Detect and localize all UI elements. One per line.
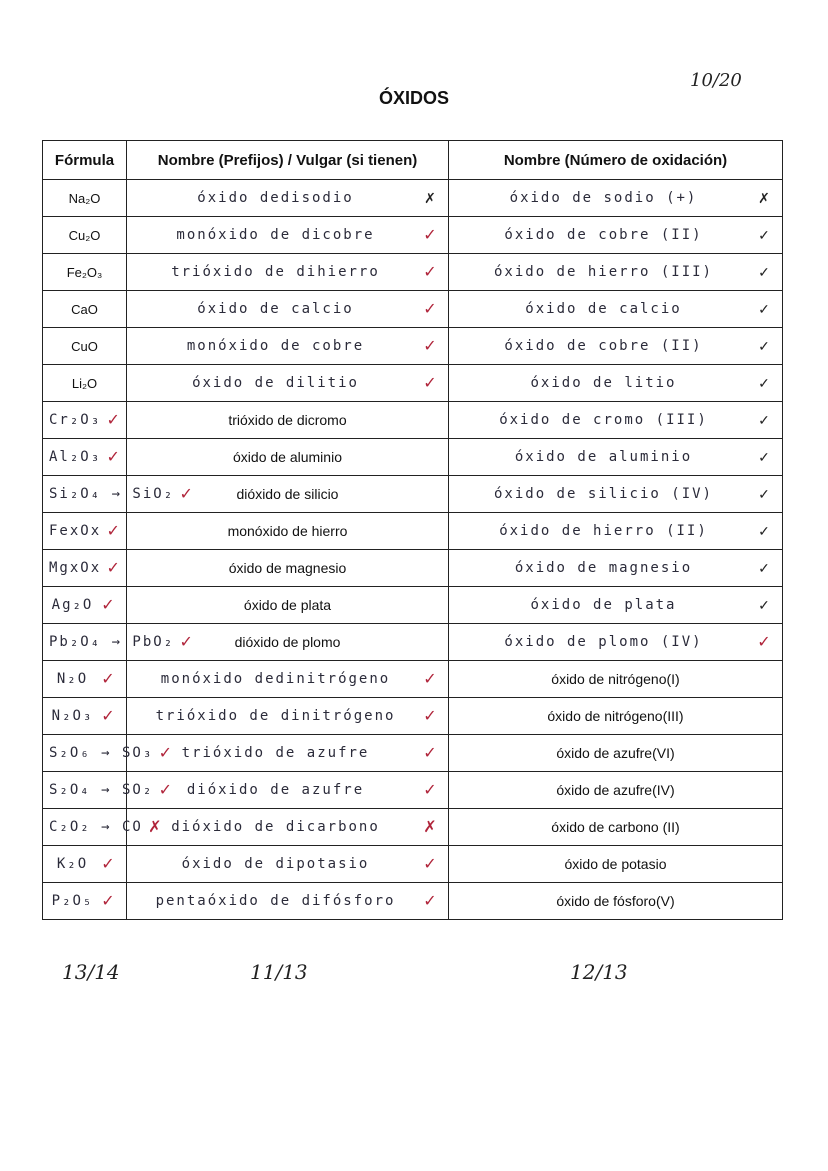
prefix-name-text: monóxido de cobre — [186, 338, 365, 354]
formula-text: N₂O₃ — [51, 708, 94, 724]
stock-name-cell: óxido de nitrógeno(III) — [449, 698, 783, 735]
page-title: ÓXIDOS — [378, 88, 449, 108]
stock-name-cell: óxido de azufre(IV) — [449, 772, 783, 809]
prefix-name-cell — [127, 735, 449, 772]
stock-name-cell — [449, 402, 783, 439]
cross-mark-icon: ✗ — [423, 819, 437, 836]
prefix-name-cell: óxido de aluminio — [127, 439, 449, 476]
stock-name-cell — [449, 439, 783, 476]
stock-name-cell — [449, 476, 783, 513]
table-row — [43, 476, 783, 513]
stock-name-cell — [449, 513, 783, 550]
cross-mark-icon: ✗ — [424, 189, 436, 206]
stock-name-cell: óxido de carbono (II) — [449, 809, 783, 846]
check-mark-icon: ✓ — [758, 226, 770, 243]
stock-name-cell — [449, 365, 783, 402]
formula-cell — [43, 513, 127, 550]
formula-text: N₂O — [56, 671, 89, 687]
prefix-name-cell — [127, 217, 449, 254]
prefix-name-cell: óxido de plata — [127, 587, 449, 624]
check-mark-icon: ✓ — [158, 782, 172, 799]
formula-text: Pb₂O₄ → PbO₂ — [49, 634, 175, 650]
stock-name-text: óxido de hierro (II) — [499, 523, 708, 539]
formula-text: Ag₂O — [51, 597, 94, 613]
stock-column-score: 12/13 — [570, 960, 628, 984]
prefix-name-cell: trióxido de dicromo — [127, 402, 449, 439]
check-mark-icon: ✓ — [758, 263, 770, 280]
formula-cell — [43, 698, 127, 735]
formula-cell: Li₂O — [43, 365, 127, 402]
check-mark-icon: ✓ — [101, 856, 115, 873]
formula-text: FexOx — [49, 523, 102, 539]
prefix-name-cell: dióxido de silicio — [127, 476, 449, 513]
check-mark-icon: ✓ — [106, 523, 120, 540]
stock-name-text: óxido de aluminio — [514, 449, 693, 465]
check-mark-icon: ✓ — [423, 708, 437, 725]
check-mark-icon: ✓ — [423, 375, 437, 392]
prefix-name-cell — [127, 846, 449, 883]
stock-name-text: óxido de sodio (+) — [509, 190, 698, 206]
formula-text: Si₂O₄ → SiO₂ — [49, 486, 175, 502]
prefix-name-cell — [127, 180, 449, 217]
total-score: 10/20 — [690, 70, 742, 91]
stock-name-cell: óxido de nitrógeno(I) — [449, 661, 783, 698]
prefix-name-cell — [127, 328, 449, 365]
table-row — [43, 809, 783, 846]
cross-mark-icon: ✗ — [758, 189, 770, 206]
oxides-table — [42, 140, 783, 920]
check-mark-icon: ✓ — [106, 412, 120, 429]
formula-cell — [43, 550, 127, 587]
stock-name-cell — [449, 291, 783, 328]
formula-cell — [43, 772, 172, 809]
prefix-name-cell — [127, 883, 449, 920]
formula-column-score: 13/14 — [62, 960, 120, 984]
formula-cell: CuO — [43, 328, 127, 365]
stock-name-cell — [449, 550, 783, 587]
formula-cell — [43, 624, 193, 661]
formula-cell — [43, 735, 172, 772]
prefix-name-text: trióxido de dinitrógeno — [155, 708, 396, 724]
formula-cell — [43, 476, 193, 513]
prefix-name-cell: monóxido de hierro — [127, 513, 449, 550]
formula-text: K₂O — [56, 856, 89, 872]
prefix-name-text: óxido de dilitio — [192, 375, 359, 391]
table-row — [43, 883, 783, 920]
prefix-name-cell — [127, 291, 449, 328]
prefix-name-text: monóxido dedinitrógeno — [160, 671, 391, 687]
table-row — [43, 439, 783, 476]
prefix-name-text: dióxido de dicarbono — [171, 819, 380, 835]
formula-text: MgxOx — [49, 560, 102, 576]
stock-name-cell — [449, 180, 783, 217]
formula-cell — [43, 661, 127, 698]
table-row — [43, 550, 783, 587]
check-mark-icon: ✓ — [757, 634, 771, 651]
check-mark-icon: ✓ — [101, 597, 115, 614]
column-header-formula: Fórmula — [43, 141, 127, 180]
formula-text: Al₂O₃ — [49, 449, 102, 465]
check-mark-icon: ✓ — [423, 264, 437, 281]
table-row — [43, 846, 783, 883]
check-mark-icon: ✓ — [758, 522, 770, 539]
cross-mark-icon: ✗ — [148, 819, 162, 836]
check-mark-icon: ✓ — [423, 893, 437, 910]
stock-name-text: óxido de plata — [530, 597, 677, 613]
stock-name-text: óxido de litio — [530, 375, 677, 391]
check-mark-icon: ✓ — [423, 338, 437, 355]
formula-cell: CaO — [43, 291, 127, 328]
formula-text: P₂O₅ — [51, 893, 94, 909]
check-mark-icon: ✓ — [758, 596, 770, 613]
check-mark-icon: ✓ — [758, 374, 770, 391]
stock-name-text: óxido de silicio (IV) — [493, 486, 713, 502]
stock-name-cell — [449, 217, 783, 254]
formula-cell — [43, 846, 127, 883]
check-mark-icon: ✓ — [423, 301, 437, 318]
table-row — [43, 587, 783, 624]
check-mark-icon: ✓ — [423, 745, 437, 762]
check-mark-icon: ✓ — [423, 782, 437, 799]
formula-cell — [43, 439, 127, 476]
formula-text: S₂O₆ → SO₃ — [49, 745, 154, 761]
column-header-prefix-name: Nombre (Prefijos) / Vulgar (si tienen) — [127, 141, 449, 180]
table-row — [43, 365, 783, 402]
check-mark-icon: ✓ — [758, 337, 770, 354]
prefix-name-cell: óxido de magnesio — [127, 550, 449, 587]
check-mark-icon: ✓ — [179, 486, 193, 503]
table-row — [43, 217, 783, 254]
stock-name-text: óxido de plomo (IV) — [504, 634, 703, 650]
check-mark-icon: ✓ — [101, 671, 115, 688]
check-mark-icon: ✓ — [423, 671, 437, 688]
check-mark-icon: ✓ — [758, 411, 770, 428]
table-row — [43, 328, 783, 365]
check-mark-icon: ✓ — [158, 745, 172, 762]
prefix-column-score: 11/13 — [250, 960, 308, 984]
formula-cell — [43, 883, 127, 920]
table-header-row — [43, 141, 783, 180]
stock-name-text: óxido de magnesio — [514, 560, 693, 576]
prefix-name-text: óxido de dipotasio — [181, 856, 370, 872]
prefix-name-text: óxido dedisodio — [197, 190, 354, 206]
stock-name-cell — [449, 624, 783, 661]
prefix-name-cell — [127, 809, 449, 846]
prefix-name-cell — [127, 254, 449, 291]
stock-name-text: óxido de cromo (III) — [499, 412, 708, 428]
stock-name-cell: óxido de azufre(VI) — [449, 735, 783, 772]
stock-name-cell — [449, 587, 783, 624]
prefix-name-cell — [127, 661, 449, 698]
table-row — [43, 772, 783, 809]
formula-cell — [43, 587, 127, 624]
stock-name-text: óxido de hierro (III) — [493, 264, 713, 280]
formula-text: S₂O₄ → SO₂ — [49, 782, 154, 798]
column-header-stock-name: Nombre (Número de oxidación) — [449, 141, 783, 180]
check-mark-icon: ✓ — [758, 485, 770, 502]
check-mark-icon: ✓ — [758, 448, 770, 465]
prefix-name-text: óxido de calcio — [197, 301, 354, 317]
stock-name-text: óxido de cobre (II) — [504, 338, 703, 354]
formula-cell: Cu₂O — [43, 217, 127, 254]
check-mark-icon: ✓ — [423, 227, 437, 244]
check-mark-icon: ✓ — [179, 634, 193, 651]
formula-text: C₂O₂ → CO — [49, 819, 143, 835]
table-row — [43, 735, 783, 772]
prefix-name-cell: dióxido de plomo — [127, 624, 449, 661]
stock-name-text: óxido de calcio — [525, 301, 682, 317]
prefix-name-text: monóxido de dicobre — [176, 227, 375, 243]
check-mark-icon: ✓ — [106, 449, 120, 466]
formula-cell — [43, 402, 127, 439]
prefix-name-cell — [127, 698, 449, 735]
check-mark-icon: ✓ — [423, 856, 437, 873]
check-mark-icon: ✓ — [758, 300, 770, 317]
prefix-name-text: dióxido de azufre — [186, 782, 365, 798]
table-row — [43, 291, 783, 328]
stock-name-cell — [449, 328, 783, 365]
table-row — [43, 513, 783, 550]
table-row — [43, 698, 783, 735]
table-row — [43, 402, 783, 439]
prefix-name-cell — [127, 772, 449, 809]
table-row — [43, 254, 783, 291]
table-row — [43, 661, 783, 698]
prefix-name-text: trióxido de dihierro — [171, 264, 380, 280]
formula-cell — [43, 809, 162, 846]
table-row — [43, 180, 783, 217]
formula-cell: Fe₂O₃ — [43, 254, 127, 291]
check-mark-icon: ✓ — [101, 708, 115, 725]
stock-name-cell: óxido de fósforo(V) — [449, 883, 783, 920]
prefix-name-text: trióxido de azufre — [181, 745, 370, 761]
check-mark-icon: ✓ — [758, 559, 770, 576]
formula-cell: Na₂O — [43, 180, 127, 217]
formula-text: Cr₂O₃ — [49, 412, 102, 428]
stock-name-text: óxido de cobre (II) — [504, 227, 703, 243]
prefix-name-text: pentaóxido de difósforo — [155, 893, 396, 909]
table-row — [43, 624, 783, 661]
stock-name-cell — [449, 254, 783, 291]
check-mark-icon: ✓ — [101, 893, 115, 910]
prefix-name-cell — [127, 365, 449, 402]
check-mark-icon: ✓ — [106, 560, 120, 577]
stock-name-cell: óxido de potasio — [449, 846, 783, 883]
